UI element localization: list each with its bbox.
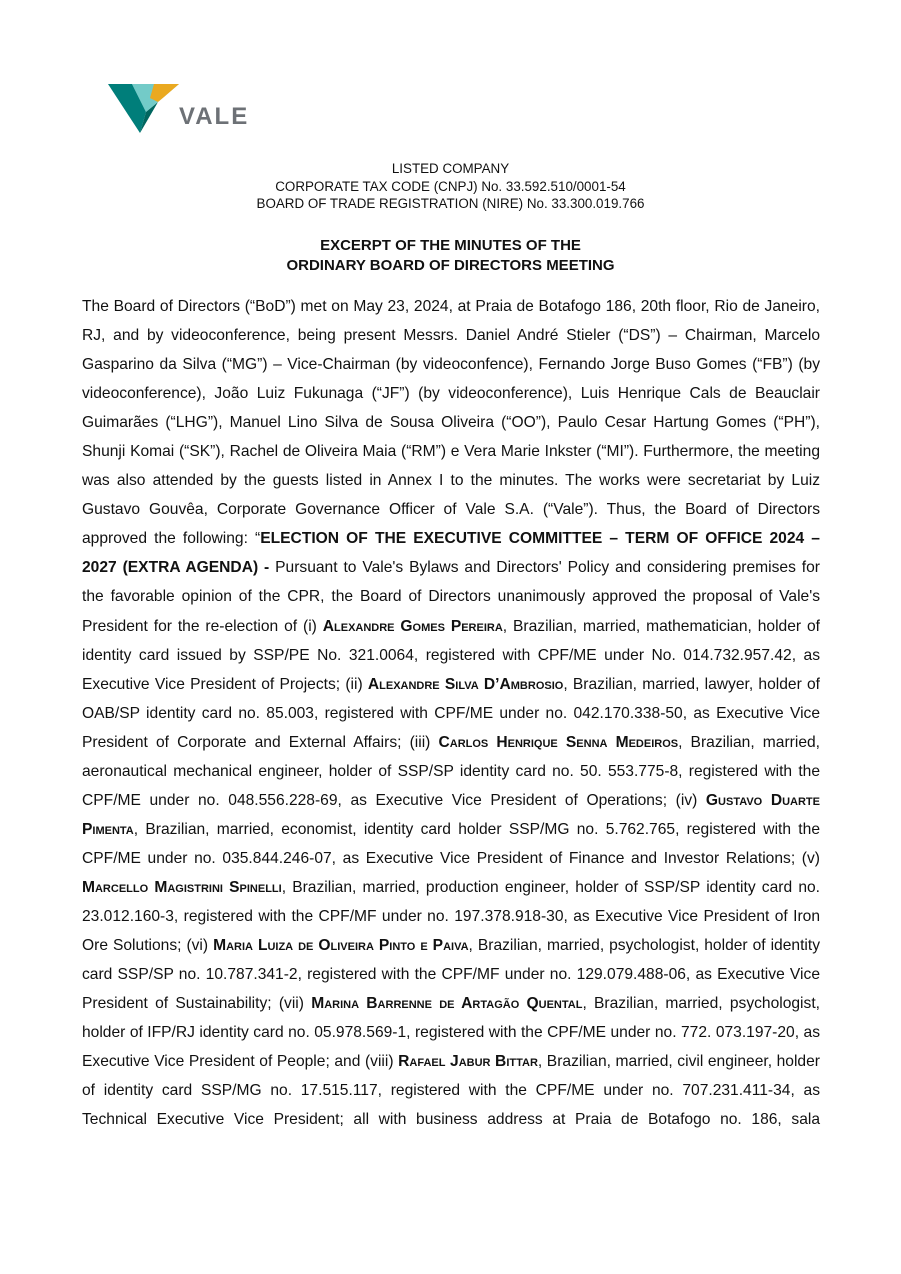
company-header (0, 160, 901, 213)
vale-logo (108, 80, 248, 136)
text-segment: , Brazilian, married, lawyer, holder of OAB/SP identity card no. 85.003, registered with CPF/ME under no. 042.170.338-50, as Executive Vice President of Corporate and External Affairs; (iii) (82, 675, 820, 751)
header-nire: BOARD OF TRADE REGISTRATION (NIRE) No. 33.300.019.766 (256, 196, 645, 211)
text-segment: , Brazilian, married, economist, identity card holder SSP/MG no. 5.762.765, registered with the CPF/ME under no. 035.844.246-07, as Executive Vice President of Finance and Investor Relations; (v) (82, 820, 820, 867)
header-listed-company: LISTED COMPANY (391, 161, 510, 176)
title-line-2: ORDINARY BOARD OF DIRECTORS MEETING (286, 256, 615, 274)
text-segment: , Brazilian, married, mathematician, holder of identity card issued by SSP/PE No. 321.0064, registered with CPF/ME under No. 014.732.957.42, as Executive Vice President of Projects; (ii) (82, 617, 820, 693)
text-segment: , Brazilian, married, aeronautical mechanical engineer, holder of SSP/SP identity card no. 50. 553.775-8, registered with the CPF/ME under no. 048.556.228-69, as Executive Vice President of Operations; (iv) (82, 733, 821, 809)
title-line-1: EXCERPT OF THE MINUTES OF THE (320, 237, 581, 254)
text-segment: , Brazilian, married, psychologist, holder of identity card SSP/SP no. 10.787.341-2, registered with the CPF/MF under no. 129.079.488-06, as Executive Vice President of Sustainability; (vii) (82, 937, 820, 1013)
document-title (0, 236, 901, 275)
executive-name: Gustavo Duarte Pimenta (82, 791, 820, 838)
text-segment: Pursuant to Vale's Bylaws and Directors' Policy and considering premises for the favorable opinion of the CPR, the Board of Directors unanimously approved the proposal of Vale's President for the re-election of (i) (82, 559, 820, 635)
agenda-heading: ELECTION OF THE EXECUTIVE COMMITTEE – TERM OF OFFICE 2024 – 2027 (EXTRA AGENDA) - (82, 530, 820, 577)
text-segment: The Board of Directors (“BoD”) met on May 23, 2024, at Praia de Botafogo 186, 20th floor, Rio de Janeiro, RJ, and by videoconference, being present Messrs. Daniel André Stieler (“DS”) – Chairman, Marcelo Gasparino da Silva (“MG”) – Vice-Chairman (by videoconfence), Fernando Jorge Buso Gomes (“FB”) (by videoconference), João Luiz Fukunaga (“JF”) (by videoconference), Luis Henrique Cals de Beauclair Guimarães (“LHG”), Manuel Lino Silva de Sousa Oliveira (“OO”), Paulo Cesar Hartung Gomes (“PH”), Shunji Komai (“SK”), Rachel de Oliveira Maia (“RM”) e Vera Marie Inkster (“MI”). Furthermore, the meeting was also attended by the guests listed in Annex I to the minutes. The works were secretariat by Luiz Gustavo Gouvêa, Corporate Governance Officer of Vale S.A. (“Vale”). Thus, the Board of Directors approved the following: “ (82, 298, 820, 548)
executive-name: Alexandre Silva D’Ambrosio (367, 675, 564, 693)
header-cnpj: CORPORATE TAX CODE (CNPJ) No. 33.592.510/0001-54 (275, 178, 626, 194)
executive-name: Marina Barrenne de Artagão Quental (311, 995, 583, 1013)
executive-name: Rafael Jabur Bittar (398, 1053, 538, 1071)
executive-name: Alexandre Gomes Pereira (322, 617, 503, 635)
logo-text: VALE (179, 103, 250, 130)
text-segment: , Brazilian, married, psychologist, holder of IFP/RJ identity card no. 05.978.569-1, registered with the CPF/ME under no. 772. 073.197-20, as Executive Vice President of People; and (viii) (82, 995, 820, 1071)
text-segment: , Brazilian, married, civil engineer, holder of identity card SSP/MG no. 17.515.117, registered with the CPF/ME under no. 707.231.411-34, as Technical Executive Vice President; all with business address at Praia de Botafogo no. 186, sala (82, 1053, 820, 1129)
minutes-paragraph (82, 292, 820, 1134)
text-segment: , Brazilian, married, production engineer, holder of SSP/SP identity card no. 23.012.160-3, registered with the CPF/MF under no. 197.378.918-30, as Executive Vice President of Iron Ore Solutions; (vi) (82, 878, 820, 955)
minutes-body (82, 292, 820, 1134)
executive-name: Marcello Magistrini Spinelli (82, 878, 282, 896)
executive-name: Maria Luiza de Oliveira Pinto e Paiva (213, 937, 469, 955)
executive-name: Carlos Henrique Senna Medeiros (438, 733, 679, 751)
vale-logo-mark-icon (108, 80, 180, 136)
